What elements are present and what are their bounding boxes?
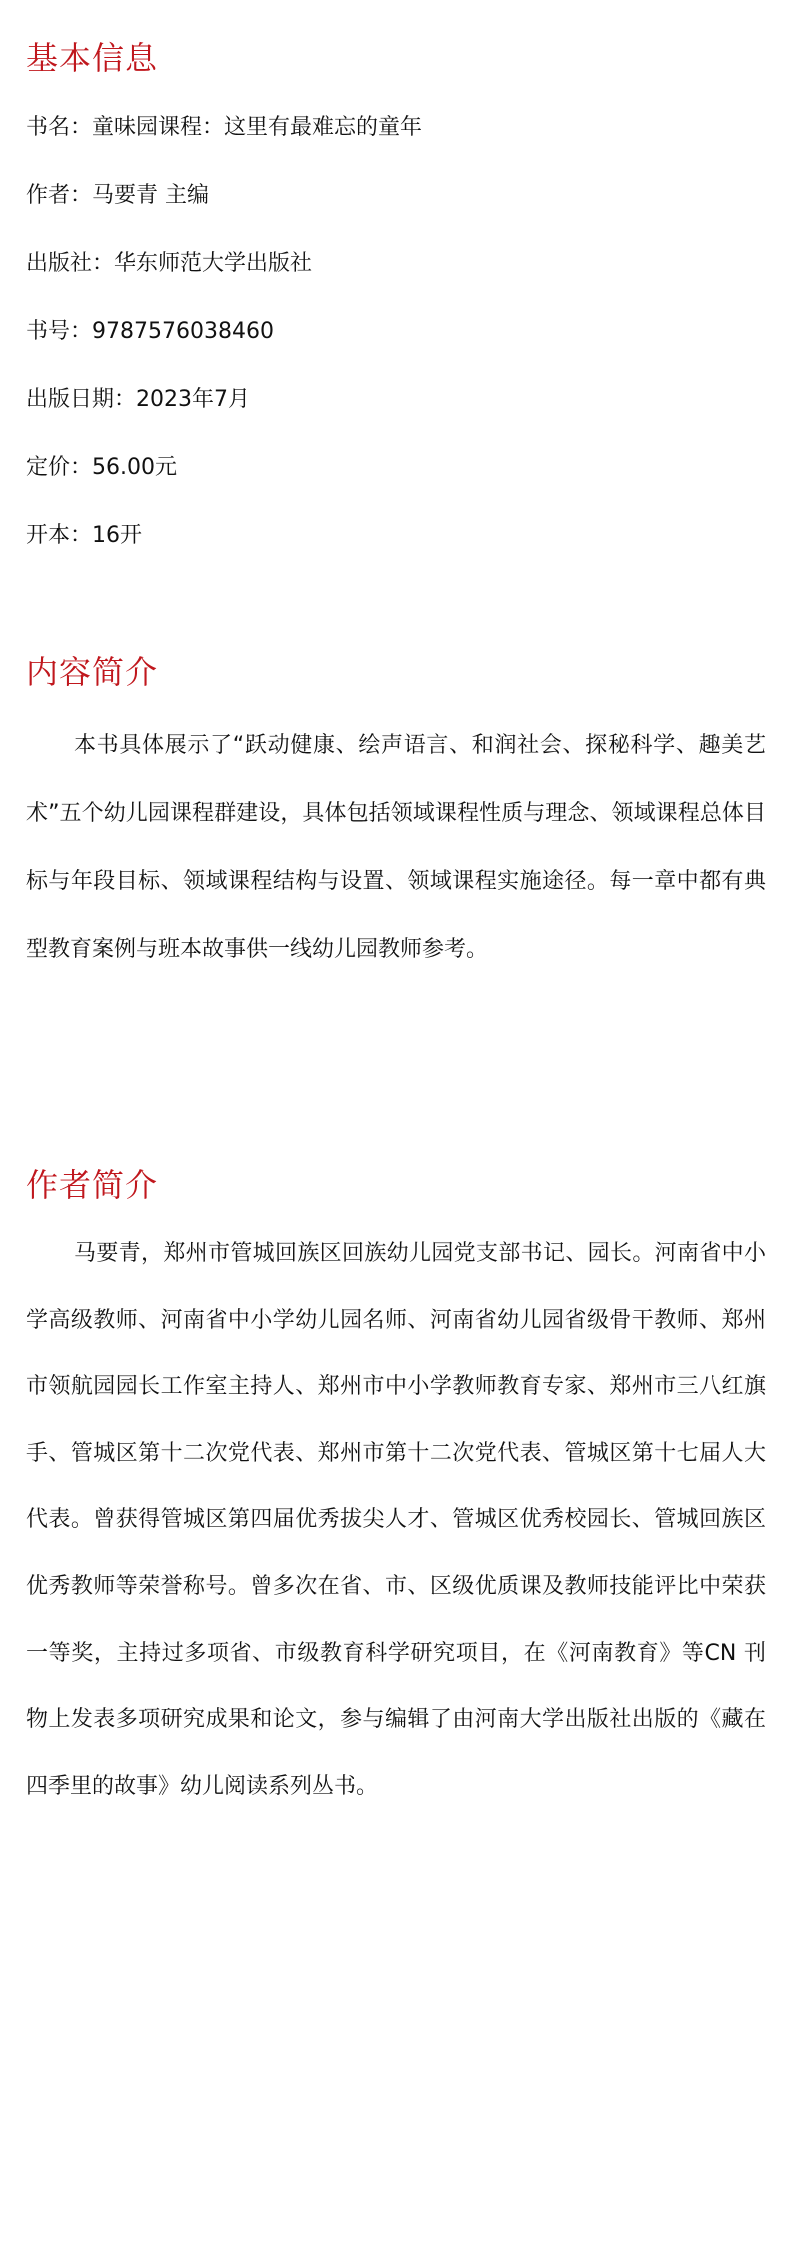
book-author-line: 作者：马要青 主编 bbox=[26, 183, 209, 208]
basic-info-heading: 基本信息 bbox=[26, 39, 159, 77]
author-bio-heading: 作者简介 bbox=[26, 1166, 159, 1204]
summary-heading: 内容简介 bbox=[26, 653, 159, 691]
book-price-line: 定价：56.00元 bbox=[26, 455, 177, 480]
book-publisher-line: 出版社：华东师范大学出版社 bbox=[26, 251, 313, 276]
book-isbn-line: 书号：9787576038460 bbox=[26, 319, 274, 344]
summary-paragraph: 本书具体展示了“跃动健康、绘声语言、和润社会、探秘科学、趣美艺术”五个幼儿园课程群建设，具体包括领域课程性质与理念、领域课程总体目标与年段目标、领域课程结构与设置、领域课程实施途径。每一章中都有典型教育案例与班本故事供一线幼儿园教师参考。 bbox=[26, 733, 766, 962]
book-publish-date-line: 出版日期：2023年7月 bbox=[26, 387, 250, 412]
book-title-line: 书名：童味园课程：这里有最难忘的童年 bbox=[26, 115, 423, 140]
book-format-line: 开本：16开 bbox=[26, 523, 142, 548]
author-bio-paragraph: 马要青，郑州市管城回族区回族幼儿园党支部书记、园长。河南省中小学高级教师、河南省中小学幼儿园名师、河南省幼儿园省级骨干教师、郑州市领航园园长工作室主持人、郑州市中小学教师教育专家、郑州市三八红旗手、管城区第十二次党代表、郑州市第十二次党代表、管城区第十七届人大代表。曾获得管城区第四届优秀拔尖人才、管城区优秀校园长、管城回族区优秀教师等荣誉称号。曾多次在省、市、区级优质课及教师技能评比中荣获一等奖，主持过多项省、市级教育科学研究项目，在《河南教育》等CN 刊物上发表多项研究成果和论文，参与编辑了由河南大学出版社出版的《藏在四季里的故事》幼儿阅读系列丛书。 bbox=[26, 1241, 766, 1799]
